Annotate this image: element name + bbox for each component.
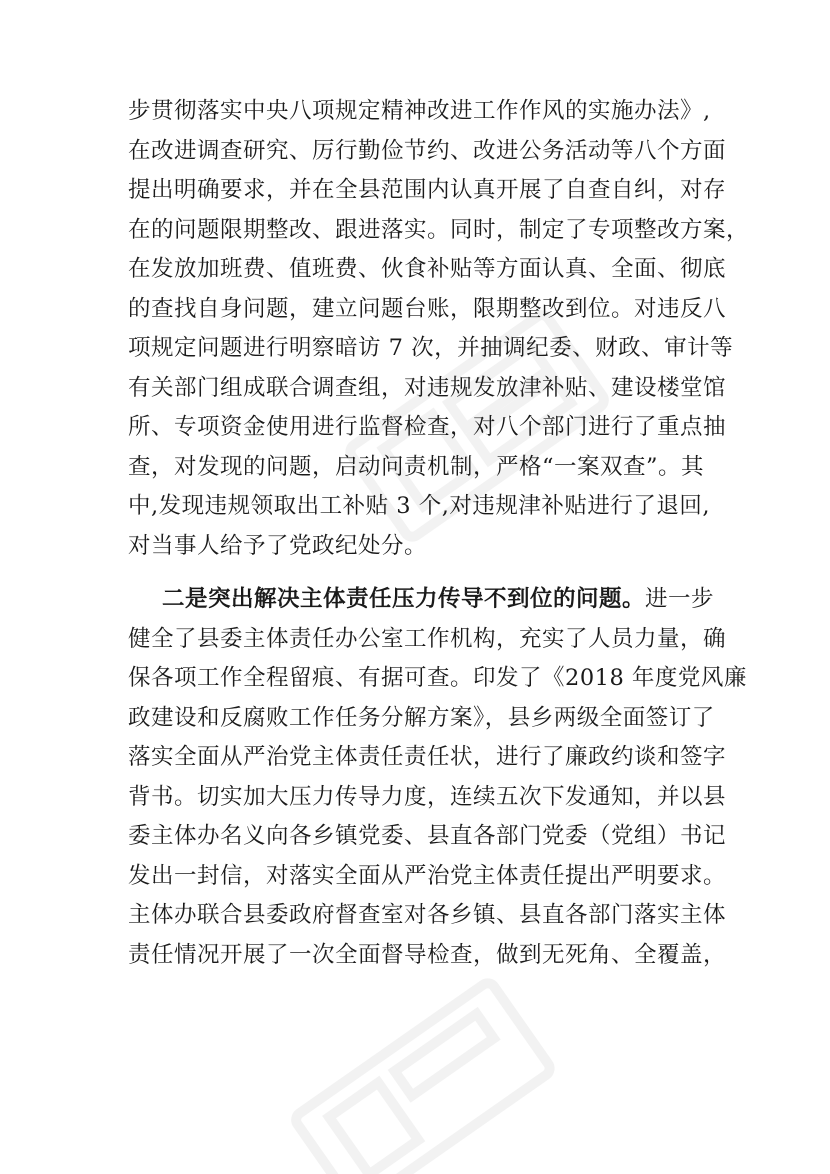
- document-body: [128, 92, 750, 975]
- text-line: 对当事人给予了党政纪处分。: [128, 532, 428, 559]
- text-line: 健全了县委主体责任办公室工作机构，充实了人员力量，确: [128, 625, 727, 652]
- text-line: 所、专项资金使用进行监督检查，对八个部门进行了重点抽: [128, 414, 727, 440]
- paragraph-1: [128, 92, 750, 566]
- text-line: 提出明确要求，并在全县范围内认真开展了自查自纠，对存: [128, 177, 727, 203]
- text-line: 保各项工作全程留痕、有据可查。印发了《2018 年度党风廉: [128, 665, 747, 691]
- text-line: 中,发现违规领取出工补贴 3 个,对违规津补贴进行了退回,: [128, 493, 711, 519]
- text-line: 在发放加班费、值班费、伙食补贴等方面认真、全面、彻底: [128, 256, 727, 282]
- text-line: 在改进调查研究、厉行勤俭节约、改进公务活动等八个方面: [128, 137, 727, 164]
- text-line: 步贯彻落实中央八项规定精神改进工作作风的实施办法》,: [128, 98, 711, 124]
- paragraph-heading: 二是突出解决主体责任压力传导不到位的问题。: [162, 586, 646, 612]
- text-line: 主体办联合县委政府督查室对各乡镇、县直各部门落实主体: [128, 902, 727, 928]
- paragraph-2: [128, 580, 747, 975]
- watermark-seal-icon: [240, 960, 600, 1174]
- text-line: 有关部门组成联合调查组，对违规发放津补贴、建设楼堂馆: [128, 374, 727, 401]
- text-line: 的查找自身问题，建立问题台账，限期整改到位。对违反八: [128, 295, 727, 322]
- text-line: 查，对发现的问题，启动问责机制，严格“一案双查”。其: [128, 453, 705, 480]
- text-line: 政建设和反腐败工作任务分解方案》，县乡两级全面签订了: [128, 704, 715, 731]
- heading-continuation: 进一步: [645, 586, 715, 612]
- text-line: 委主体办名义向各乡镇党委、县直各部门党委（党组）书记: [128, 823, 727, 849]
- text-line: [128, 580, 715, 620]
- text-line: 落实全面从严治党主体责任责任状，进行了廉政约谈和签字: [128, 744, 727, 770]
- text-line: 责任情况开展了一次全面督导检查，做到无死角、全覆盖，: [128, 941, 727, 968]
- text-line: 在的问题限期整改、跟进落实。同时，制定了专项整改方案，: [128, 216, 750, 243]
- text-line: 发出一封信，对落实全面从严治党主体责任提出严明要求。: [128, 862, 727, 889]
- text-line: 背书。切实加大压力传导力度，连续五次下发通知，并以县: [128, 783, 727, 810]
- text-line: 项规定问题进行明察暗访 7 次，并抽调纪委、财政、审计等: [128, 335, 734, 361]
